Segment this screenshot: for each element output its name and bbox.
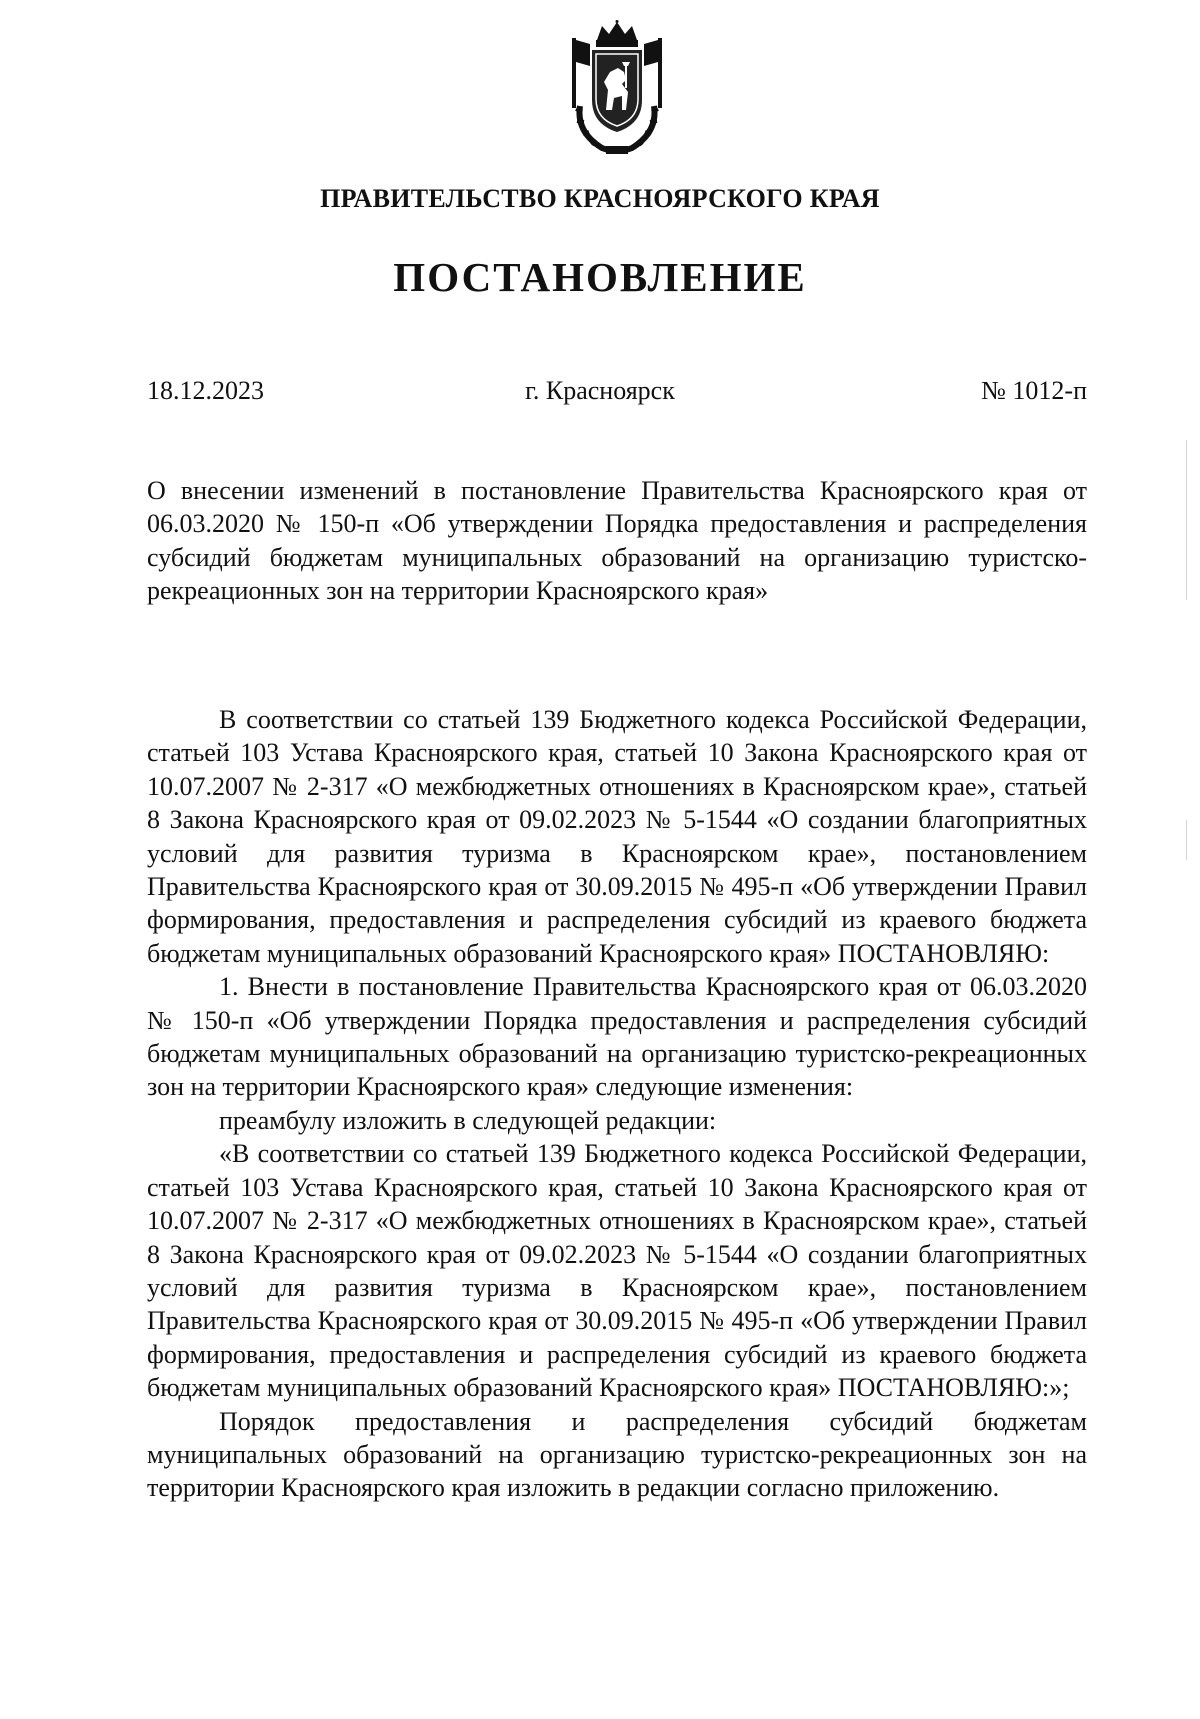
- paragraph-item-1: 1. Внести в постановление Правительства Красноярского края от 06.03.2020 № 150-п «Об утверждении Порядка предоставления и распределения субсидий бюджетам муниципальных образований на организацию туристско-рекреационных зон на территории Красноярского края» следующие изменения:: [147, 972, 1087, 1102]
- coat-of-arms-icon: [562, 20, 672, 160]
- paragraph-preamble-instruction: преамбулу изложить в следующей редакции:: [219, 1105, 717, 1135]
- paragraph-new-preamble: «В соответствии со статьей 139 Бюджетного кодекса Российской Федерации, статьей 103 Устава Красноярского края, статьей 10 Закона Красноярского края от 10.07.2007 № 2-317 «О межбюджетных отношениях в Красноярском крае», статьей 8 Закона Красноярского края от 09.02.2023 № 5-1544 «О создании благоприятных условий для развития туризма в Красноярском крае», постановлением Правительства Красноярского края от 30.09.2015 № 495-п «Об утверждении Правил формирования, предоставления и распределения субсидий из краевого бюджета бюджетам муниципальных образований Красноярского края» ПОСТАНОВЛЯЮ:»;: [147, 1139, 1087, 1403]
- organization-name: ПРАВИТЕЛЬСТВО КРАСНОЯРСКОГО КРАЯ: [320, 184, 880, 213]
- paragraph-procedure: Порядок предоставления и распределения субсидий бюджетам муниципальных образований на организацию туристско-рекреационных зон на территории Красноярского края изложить в редакции согласно приложению.: [147, 1406, 1087, 1503]
- document-title: О внесении изменений в постановление Правительства Красноярского края от 06.03.2020 № 150-п «Об утверждении Порядка предоставления и распределения субсидий бюджетам муниципальных образований на организацию туристско-рекреационных зон на территории Красноярского края»: [147, 476, 1087, 606]
- paragraph-preamble: В соответствии со статьей 139 Бюджетного кодекса Российской Федерации, статьей 103 Устава Красноярского края, статьей 10 Закона Красноярского края от 10.07.2007 № 2-317 «О межбюджетных отношениях в Красноярском крае», статьей 8 Закона Красноярского края от 09.02.2023 № 5-1544 «О создании благоприятных условий для развития туризма в Красноярском крае», постановлением Правительства Красноярского края от 30.09.2015 № 495-п «Об утверждении Правил формирования, предоставления и распределения субсидий из краевого бюджета бюджетам муниципальных образований Красноярского края» ПОСТАНОВЛЯЮ:: [147, 705, 1087, 968]
- document-type: ПОСТАНОВЛЕНИЕ: [393, 254, 807, 300]
- document-title-block: [147, 474, 1087, 608]
- document-date: 18.12.2023: [147, 376, 264, 405]
- document-city: г. Красноярск: [525, 376, 675, 405]
- document-number: № 1012-п: [981, 376, 1087, 405]
- document-body: [147, 703, 1087, 1505]
- scan-fold-line: [1186, 820, 1187, 860]
- scan-fold-line: [1186, 440, 1187, 600]
